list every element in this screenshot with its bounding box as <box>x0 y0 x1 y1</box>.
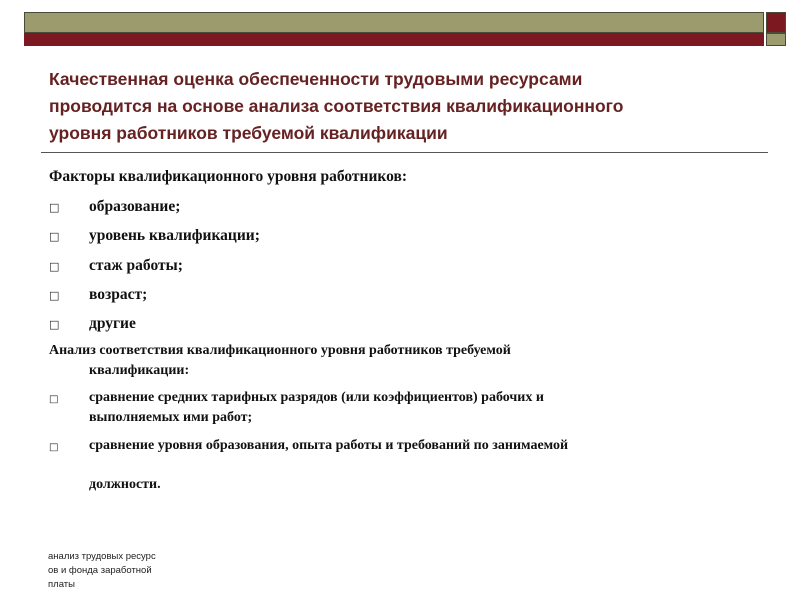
analysis-item <box>49 436 729 495</box>
hollow-square-bullet-icon: □ <box>49 260 60 273</box>
title-divider <box>41 152 768 153</box>
factor-item-label: другие <box>89 315 136 332</box>
title-line-2: проводится на основе анализа соответствия квалификационного <box>49 96 624 116</box>
header-band-maroon <box>24 33 764 46</box>
footer-line-2: ов и фонда заработной <box>48 565 152 576</box>
title-line-1: Качественная оценка обеспеченности трудовыми ресурсами <box>49 69 583 89</box>
analysis-heading <box>49 341 709 381</box>
analysis-item-line-1: сравнение средних тарифных разрядов (или коэффициентов) рабочих и <box>89 390 544 405</box>
hollow-square-bullet-icon: □ <box>49 394 59 405</box>
hollow-square-bullet-icon: □ <box>49 289 60 302</box>
factor-item-label: образование; <box>89 198 181 215</box>
title-line-3: уровня работников требуемой квалификации <box>49 123 448 143</box>
hollow-square-bullet-icon: □ <box>49 201 60 214</box>
header-band-olive <box>24 12 764 33</box>
analysis-heading-line-2: квалификации: <box>89 363 190 378</box>
hollow-square-bullet-icon: □ <box>49 230 60 243</box>
header-corner-maroon <box>766 12 786 33</box>
analysis-item <box>49 388 729 428</box>
footer-line-1: анализ трудовых ресурс <box>48 551 156 562</box>
analysis-item-line-1: сравнение уровня образования, опыта работы и требований по занимаемой <box>89 438 569 453</box>
slide-footer <box>48 550 188 592</box>
factors-heading: Факторы квалификационного уровня работников: <box>49 168 408 185</box>
analysis-item-line-2: должности. <box>89 477 161 492</box>
footer-line-3: платы <box>48 579 75 590</box>
hollow-square-bullet-icon: □ <box>49 442 59 453</box>
slide-title <box>49 66 749 147</box>
analysis-item-line-2: выполняемых ими работ; <box>89 410 253 425</box>
hollow-square-bullet-icon: □ <box>49 318 60 331</box>
header-corner-olive <box>766 33 786 46</box>
factor-item-label: стаж работы; <box>89 257 183 274</box>
factor-item-label: уровень квалификации; <box>89 227 260 244</box>
analysis-heading-line-1: Анализ соответствия квалификационного уровня работников требуемой <box>49 343 511 358</box>
factor-item-label: возраст; <box>89 286 148 303</box>
